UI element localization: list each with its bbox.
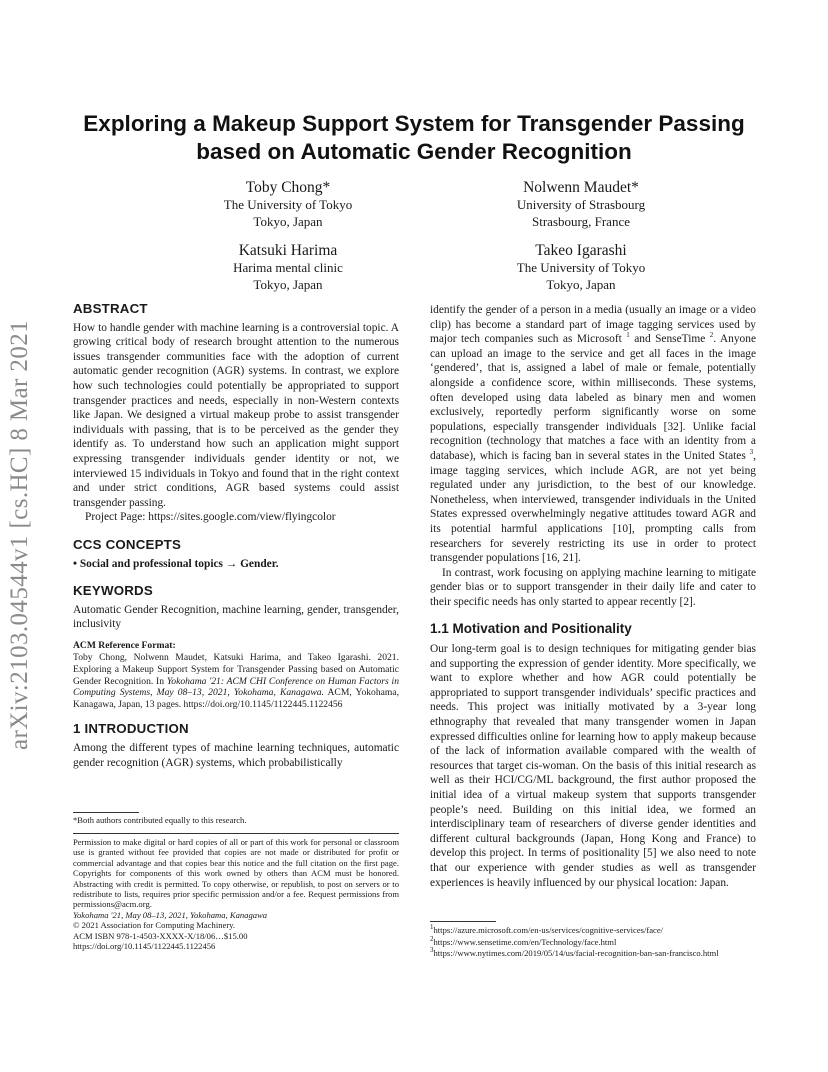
permission-block: [73, 837, 399, 951]
author-affiliation: The University of Tokyo: [516, 260, 646, 275]
author-block-3: [168, 241, 408, 293]
acm-ref-text: [73, 652, 399, 710]
keywords-heading: KEYWORDS: [73, 583, 153, 599]
doi-line: https://doi.org/10.1145/1122445.1122456: [73, 941, 216, 952]
permission-rule: [73, 833, 399, 834]
title-line-2: based on Automatic Gender Recognition: [196, 139, 632, 164]
footnote-mark: 2: [430, 934, 434, 943]
acm-ref-venue: Yokohama '21: ACM CHI Conference on Human Factors in Computing Systems, May 08–13, 2021, Yokohama, Kanagawa.: [73, 675, 399, 699]
intro-heading: 1 INTRODUCTION: [73, 721, 189, 737]
author-name: Toby Chong*: [245, 179, 331, 196]
author-location: Tokyo, Japan: [253, 213, 323, 229]
isbn-line: ACM ISBN 978-1-4503-XXXX-X/18/06…$15.00: [73, 930, 248, 941]
author-name: Nolwenn Maudet*: [523, 179, 639, 196]
left-column: [73, 302, 399, 770]
author-block-2: [461, 178, 701, 230]
keywords-text: Automatic Gender Recognition, machine learning, gender, transgender, inclusivity: [73, 603, 399, 631]
author-location: Strasbourg, France: [532, 213, 630, 229]
footnote-ref-1[interactable]: 1: [626, 331, 630, 340]
author-location: Tokyo, Japan: [546, 276, 616, 292]
right-column: [430, 303, 756, 890]
acm-ref-heading: ACM Reference Format:: [73, 639, 176, 651]
p1-part-b: and SenseTime: [629, 333, 710, 346]
footnote-rule: [73, 812, 139, 813]
p1-part-d: , image tagging services, which include AGR, are not yet being regulated under any jurisdiction, to the best of our knowledge. Nonetheless, when interviewed, transgender individuals in the United States expressed overwhelmingly negative attitudes toward AGR and its potential harmful applications [10], prompting calls from researchers for severely restricting its use in order to protect transgender populations [16, 21].: [430, 449, 756, 565]
intro-text: Among the different types of machine learning techniques, automatic gender recognition (AGR) systems, which probabilistically: [73, 742, 399, 769]
right-footnotes: [430, 925, 770, 960]
ccs-text: • Social and professional topics → Gender.: [73, 557, 279, 570]
p1-part-c: . Anyone can upload an image to the service and get all faces in the image ‘gendered’, that is, assigned a label of male or female, potentially alongside a confidence score, within milliseconds. These systems, often developed using data labeled as binary men and women exclusively, reportedly perform significantly worse on some populations, especially transgender individuals [32]. Unlike facial recognition (technology that matches a face with an identity from a database), which is facing ban in several states in the United States: [430, 333, 756, 462]
author-affiliation: The University of Tokyo: [223, 197, 353, 212]
title-line-1: Exploring a Makeup Support System for Transgender Passing: [83, 111, 745, 136]
paper-title: [60, 110, 768, 166]
footnote-1[interactable]: [430, 925, 770, 937]
right-paragraph-3: Our long-term goal is to design techniques for mitigating gender bias and supporting the expression of gender identity. More specifically, we want to explore whether and how AGR could potentially be appropriated to support transgender individuals’ specific practices and needs. This project was initially motivated by a 3-year long ethnography that revealed that many transgender women in Japan expressed difficulties online for learning how to apply makeup because of the lack of information available compared with the wealth of resources that target cis-woman. On the basis of this initial research as well as their HCI/CG/ML background, the first author proposed the initial idea of a virtual makeup system that supports transgender people’s need. Building on this initial idea, we formed an interdisciplinary team of researchers of diverse gender identities and different cultural backgrounds (Japan, Hong Kong and France) to develop this project. In terms of positionality [5] we also need to note that our experience with gender studies as well as transgender experiences is heavily influenced by our physical location: Japan.: [430, 643, 756, 889]
acm-ref-authors: Toby Chong, Nolwenn Maudet, Katsuki Harima, and Takeo Igarashi. 2021. Exploring a Makeup Support System for Transgender Passing based on Automatic Gender Recognition. In: [73, 652, 399, 687]
permission-venue: Yokohama '21, May 08–13, 2021, Yokohama, Kanagawa: [73, 909, 268, 920]
acm-ref-tail: ACM, Yokohama, Kanagawa, Japan, 13 pages. https://doi.org/10.1145/1122445.1122456: [73, 687, 400, 710]
p1-part-a: identify the gender of a person in a media (usually an image or a video clip) has become a standard part of image tagging services used by major tech companies such as Microsoft: [430, 304, 756, 346]
footnote-mark: 3: [430, 946, 434, 955]
author-affiliation: Harima mental clinic: [233, 260, 343, 275]
copyright-line: © 2021 Association for Computing Machinery.: [73, 920, 236, 931]
right-paragraph-1: [430, 303, 756, 566]
footnote-url: https://azure.microsoft.com/en-us/services/cognitive-services/face/: [433, 925, 664, 935]
project-page-link[interactable]: Project Page: https://sites.google.com/view/flyingcolor: [85, 511, 336, 524]
footnote-3[interactable]: [430, 948, 770, 960]
author-name: Katsuki Harima: [238, 242, 338, 259]
right-footnote-rule: [430, 921, 496, 922]
abstract-text: How to handle gender with machine learning is a controversial topic. A growing critical body of research brought attention to the numerous issues transgender communities face with the adoption of current automatic gender recognition (AGR) systems. In contrast, we explore how such technologies could potentially be appropriated to support transgender practices and needs, especially in non-Western contexts like Japan. We designed a virtual makeup probe to assist transgender individuals with passing, that is to be perceived as the gender they identify as. To understand how such an application might support expressing transgender individuals gender identity or not, we interviewed 15 individuals in Tokyo and found that in the right context and under strict conditions, AGR based systems could assist transgender passing.: [73, 321, 399, 509]
author-affiliation: University of Strasbourg: [516, 197, 646, 212]
author-block-1: [168, 178, 408, 230]
arxiv-identifier: arXiv:2103.04544v1 [cs.HC] 8 Mar 2021: [6, 319, 33, 750]
footnote-ref-3[interactable]: 3: [749, 448, 754, 457]
right-paragraph-2: In contrast, work focusing on applying machine learning to mitigate gender bias or to support transgender in their daily life and cater to their specific needs has only started to appear recently [2].: [430, 566, 756, 608]
footnote-mark: 1: [430, 923, 434, 932]
footnote-url: https://www.nytimes.com/2019/05/14/us/facial-recognition-ban-san-francisco.html: [433, 948, 719, 958]
abstract-heading: ABSTRACT: [73, 301, 148, 316]
footnote-2[interactable]: [430, 934, 770, 949]
footnote-ref-2[interactable]: 2: [709, 331, 714, 340]
ccs-heading: CCS CONCEPTS: [73, 536, 182, 552]
author-block-4: [461, 241, 701, 293]
subsection-heading: 1.1 Motivation and Positionality: [430, 621, 632, 637]
footnote-url: https://www.sensetime.com/en/Technology/face.html: [433, 936, 617, 947]
permission-text: Permission to make digital or hard copies of all or part of this work for personal or classroom use is granted without fee provided that copies are not made or distributed for profit or commercial advantage and that copies bear this notice and the full citation on the first page. Copyrights for components of this work owned by others than ACM must be honored. Abstracting with credit is permitted. To copy otherwise, or republish, to post on servers or to redistribute to lists, requires prior specific permission and/or a fee. Request permissions from permissions@acm.org.: [73, 837, 399, 910]
author-location: Tokyo, Japan: [253, 276, 323, 292]
equal-contribution-footnote: *Both authors contributed equally to this research.: [73, 815, 247, 825]
author-name: Takeo Igarashi: [535, 242, 627, 259]
